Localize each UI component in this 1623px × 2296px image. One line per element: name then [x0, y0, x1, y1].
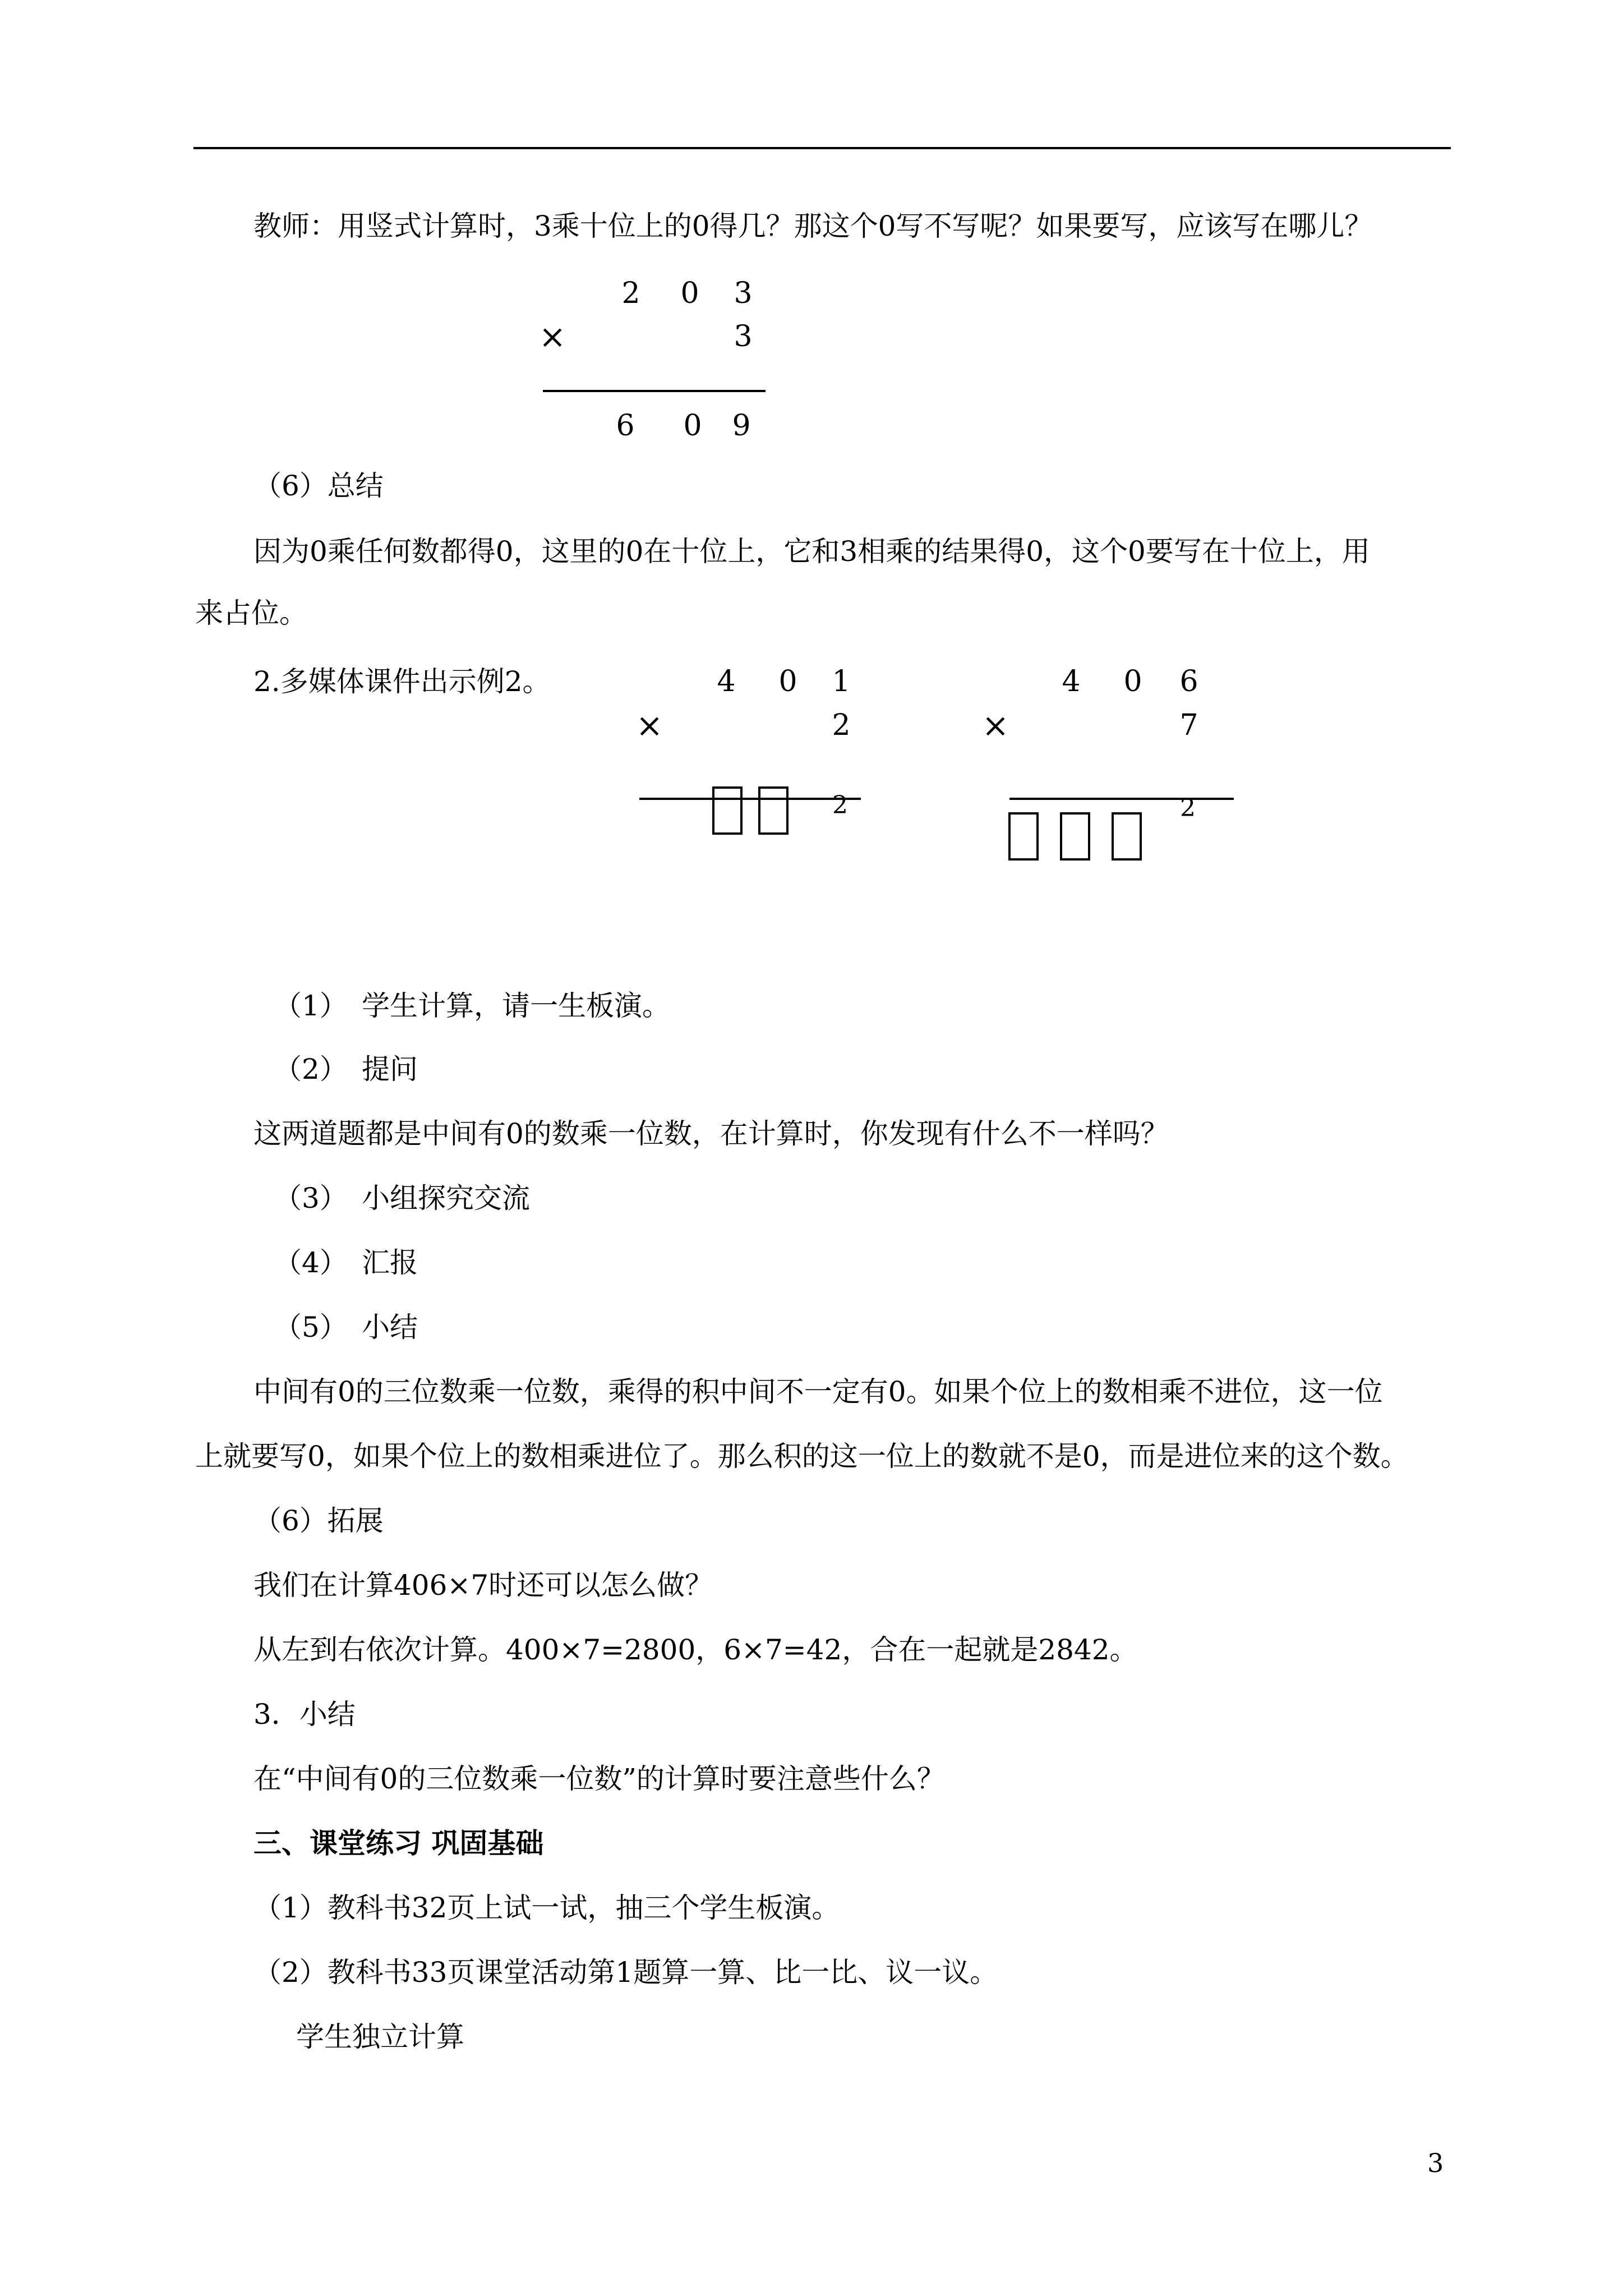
step-5-text: 小结: [362, 1311, 418, 1343]
calc-406-multiplier: 7: [1179, 708, 1198, 742]
calc-203-result-digit: 9: [732, 409, 751, 443]
calc-203-result-digit: 6: [616, 409, 635, 443]
times-sign: ×: [538, 318, 566, 356]
calc-406-digit: 0: [1123, 665, 1142, 698]
step-4-text: 汇报: [362, 1246, 418, 1279]
calc-401-partial: 2: [832, 791, 848, 820]
header-rule: [193, 147, 1451, 149]
calc-203-digit: 0: [680, 277, 699, 310]
expand-question: 我们在计算406×7时还可以怎么做？: [253, 1569, 713, 1602]
conclusion-paragraph: 中间有0的三位数乘一位数，乘得的积中间不一定有0。如果个位上的数相乘不进位，这一位: [253, 1375, 1383, 1408]
answer-box: [1112, 812, 1142, 861]
comparison-question: 这两道题都是中间有0的数乘一位数，在计算时，你发现有什么不一样吗？: [253, 1117, 1169, 1150]
teacher-question: 教师：用竖式计算时，3乘十位上的0得几？那这个0写不写呢？如果要写，应该写在哪儿？: [253, 210, 1373, 242]
summary-heading: （6）总结: [253, 470, 384, 502]
step-2-number: （2）: [274, 1053, 348, 1085]
calc-401-digit: 0: [778, 665, 797, 698]
answer-box: [712, 786, 743, 835]
section-3-heading: 三、课堂练习 巩固基础: [253, 1826, 544, 1860]
calc-406-partial: 2: [1180, 794, 1196, 822]
step-1-text: 学生计算，请一生板演。: [362, 990, 670, 1022]
step-3-text: 小组探究交流: [362, 1182, 530, 1214]
summary-paragraph: 因为0乘任何数都得0，这里的0在十位上，它和3相乘的结果得0，这个0要写在十位上，用: [253, 535, 1370, 568]
answer-box: [1060, 812, 1090, 861]
calc-203-digit: 3: [734, 277, 753, 310]
answer-box: [758, 786, 789, 835]
calc-406-digit: 4: [1062, 665, 1081, 698]
expand-heading: （6）拓展: [253, 1504, 384, 1537]
times-sign: ×: [981, 706, 1009, 744]
calc-401-digit: 4: [717, 665, 736, 698]
calc-401-digit: 1: [832, 665, 851, 698]
summary-3-question: 在“中间有0的三位数乘一位数”的计算时要注意些什么？: [253, 1763, 945, 1795]
step-2-text: 提问: [362, 1053, 418, 1085]
step-4-number: （4）: [274, 1246, 348, 1279]
exercise-2: （2）教科书33页课堂活动第1题算一算、比一比、议一议。: [253, 1956, 998, 1989]
expand-answer: 从左到右依次计算。400×7=2800，6×7=42，合在一起就是2842。: [253, 1634, 1138, 1666]
example-2-intro: 2.多媒体课件出示例2。: [253, 665, 551, 698]
summary-3-heading: 3．小结: [253, 1698, 356, 1731]
calc-203-digit: 2: [621, 277, 640, 310]
page-number: 3: [1427, 2148, 1444, 2178]
summary-paragraph-cont: 来占位。: [195, 597, 307, 629]
calc-401-multiplier: 2: [832, 708, 851, 742]
step-3-number: （3）: [274, 1182, 348, 1214]
exercise-3: 学生独立计算: [296, 2021, 464, 2053]
calc-406-digit: 6: [1179, 665, 1198, 698]
step-1-number: （1）: [274, 990, 348, 1022]
conclusion-paragraph-cont: 上就要写0，如果个位上的数相乘进位了。那么积的这一位上的数就不是0，而是进位来的这个数。: [195, 1440, 1409, 1473]
times-sign: ×: [635, 706, 663, 744]
calc-203-line: [543, 390, 766, 392]
exercise-1: （1）教科书32页上试一试，抽三个学生板演。: [253, 1892, 840, 1924]
step-5-number: （5）: [274, 1311, 348, 1343]
answer-box: [1008, 812, 1039, 861]
calc-203-result-digit: 0: [683, 409, 702, 443]
calc-203-multiplier: 3: [734, 320, 753, 353]
